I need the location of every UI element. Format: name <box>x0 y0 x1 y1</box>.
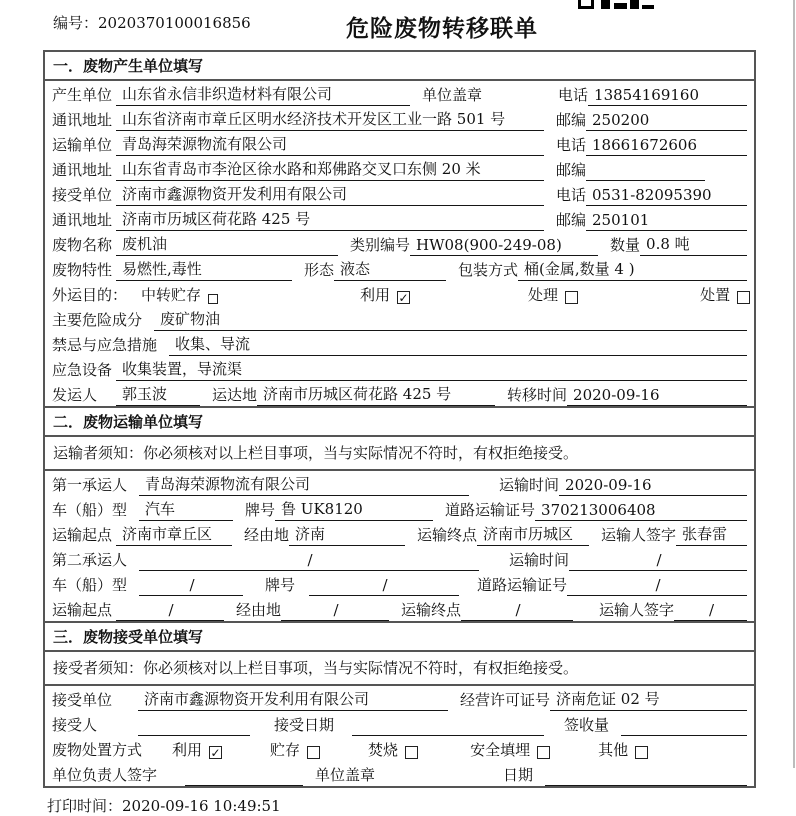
option-label: 利用 <box>172 741 203 759</box>
trait-value: 易燃性,毒性 <box>116 258 292 281</box>
row-waste-name <box>45 231 754 256</box>
print-time-label: 打印时间： <box>47 797 123 815</box>
producer-value: 山东省永信非织造材料有限公司 <box>116 83 410 106</box>
equipment-value: 收集装置，导流渠 <box>116 358 747 381</box>
section2-notice: 运输者须知：你必须核对以上栏目事项，当与实际情况不符时，有权拒绝接受。 <box>45 437 754 471</box>
doc-number-label: 编号： <box>53 14 99 32</box>
via-label: 经由地 <box>244 526 290 544</box>
transfer-time-label: 转移时间 <box>507 386 568 404</box>
road-permit-label: 道路运输证号 <box>445 501 536 519</box>
vehicle-label: 车（船）型 <box>52 576 128 594</box>
phone-label: 电话 <box>558 86 589 104</box>
carrier1-via-value: 济南 <box>289 523 405 546</box>
row-disposal <box>45 736 754 761</box>
license-value: 济南危证 02 号 <box>550 688 747 711</box>
checkbox-icon <box>537 746 550 759</box>
row-transporter <box>45 131 754 156</box>
carrier1-end-value: 济南市历城区 <box>477 523 589 546</box>
receiver-value: 济南市鑫源物资开发利用有限公司 <box>116 183 544 206</box>
producer-zip-value: 250200 <box>586 111 747 131</box>
option-label: 利用 <box>360 286 391 304</box>
row-hazard <box>45 306 754 331</box>
zip-label: 邮编 <box>556 111 587 129</box>
waste-name-label: 废物名称 <box>52 236 113 254</box>
address-label: 通讯地址 <box>52 211 113 229</box>
doc-number-value: 2020370100016856 <box>98 14 251 32</box>
accept-date-label: 接受日期 <box>274 716 335 734</box>
acceptor-label: 接受人 <box>52 716 98 734</box>
destination-value: 济南市历城区荷花路 425 号 <box>257 383 495 406</box>
zip-label: 邮编 <box>556 161 587 179</box>
carrier2-plate-value: / <box>309 576 459 596</box>
transporter-address-value: 山东省青岛市李沧区徐水路和郑佛路交叉口东侧 20 米 <box>116 158 544 181</box>
accept-unit-label: 接受单位 <box>52 691 113 709</box>
carrier1-value: 青岛海荣源物流有限公司 <box>139 473 469 496</box>
option-label: 处理 <box>528 286 559 304</box>
page-right-edge-line <box>793 0 795 768</box>
carrier1-label: 第一承运人 <box>52 476 128 494</box>
purpose-option-utilize <box>360 284 410 306</box>
row-purpose <box>45 281 754 306</box>
print-time-value: 2020-09-16 10:49:51 <box>122 797 281 815</box>
carrier1-time-value: 2020-09-16 <box>559 476 747 496</box>
row-carrier2-vehicle <box>45 571 754 596</box>
checkbox-checked-icon: ✓ <box>398 290 409 305</box>
taboo-label: 禁忌与应急措施 <box>52 336 158 354</box>
carrier2-end-value: / <box>461 601 573 621</box>
producer-label: 产生单位 <box>52 86 113 104</box>
row-receiver-address <box>45 206 754 231</box>
sender-label: 发运人 <box>52 386 98 404</box>
row-carrier1-vehicle <box>45 496 754 521</box>
carrier2-road-permit-value: / <box>567 576 747 596</box>
disposal-option-other <box>598 739 648 761</box>
phone-label: 电话 <box>556 186 587 204</box>
checkbox-icon <box>405 746 418 759</box>
row-carrier2-route <box>45 596 754 621</box>
accept-date-value <box>352 718 544 736</box>
address-label: 通讯地址 <box>52 161 113 179</box>
transporter-value: 青岛海荣源物流有限公司 <box>116 133 544 156</box>
carrier1-plate-value: 鲁 UK8120 <box>275 498 433 521</box>
license-label: 经营许可证号 <box>460 691 551 709</box>
page-title: 危险废物转移联单 <box>346 15 538 42</box>
option-label: 处置 <box>700 286 731 304</box>
received-qty-value <box>621 718 747 736</box>
row-acceptor <box>45 711 754 736</box>
row-head-sign <box>45 761 754 786</box>
option-label: 中转贮存 <box>141 286 202 304</box>
transporter-label: 运输单位 <box>52 136 113 154</box>
form-value: 液态 <box>334 258 446 281</box>
row-waste-trait <box>45 256 754 281</box>
transport-time-label: 运输时间 <box>509 551 570 569</box>
disposal-option-utilize <box>172 739 222 761</box>
quantity-value: 0.8 吨 <box>640 233 747 256</box>
purpose-option-dispose <box>700 284 750 306</box>
checkbox-icon <box>635 746 648 759</box>
waste-name-value: 废机油 <box>116 233 338 256</box>
plate-label: 牌号 <box>265 576 296 594</box>
receiver-label: 接受单位 <box>52 186 113 204</box>
option-label: 贮存 <box>270 741 301 759</box>
trait-label: 废物特性 <box>52 261 113 279</box>
checkbox-icon <box>737 291 750 304</box>
phone-label: 电话 <box>556 136 587 154</box>
carrier1-sign-value: 张春雷 <box>676 523 747 546</box>
producer-address-value: 山东省济南市章丘区明水经济技术开发区工业一路 501 号 <box>116 108 544 131</box>
manifest-form-table <box>43 50 756 788</box>
row-accept-unit <box>45 686 754 711</box>
purpose-label: 外运目的： <box>52 286 128 304</box>
row-equipment <box>45 356 754 381</box>
transporter-zip-value <box>586 163 705 181</box>
carrier2-vehicle-value: / <box>139 576 243 596</box>
checkbox-icon <box>208 294 218 304</box>
disposal-option-storage <box>270 739 320 761</box>
transporter-phone-value: 18661672606 <box>586 136 747 156</box>
section3-heading: 三．废物接受单位填写 <box>45 621 754 652</box>
purpose-option-transfer-storage <box>141 284 218 306</box>
transfer-time-value: 2020-09-16 <box>567 386 747 406</box>
road-permit-label: 道路运输证号 <box>477 576 568 594</box>
sign-label: 运输人签字 <box>599 601 675 619</box>
head-sign-label: 单位负责人签字 <box>52 766 158 784</box>
destination-label: 运达地 <box>212 386 258 404</box>
disposal-option-incinerate <box>368 739 418 761</box>
carrier2-origin-value: / <box>116 601 224 621</box>
date-value <box>545 768 747 786</box>
carrier1-vehicle-value: 汽车 <box>139 498 233 521</box>
carrier2-value: / <box>139 551 479 571</box>
origin-label: 运输起点 <box>52 601 113 619</box>
sender-value: 郭玉波 <box>116 383 200 406</box>
row-producer-address <box>45 106 754 131</box>
section2-heading: 二．废物运输单位填写 <box>45 406 754 437</box>
quantity-label: 数量 <box>610 236 641 254</box>
receiver-phone-value: 0531-82095390 <box>586 186 747 206</box>
hazard-value: 废矿物油 <box>154 308 747 331</box>
plate-label: 牌号 <box>245 501 276 519</box>
packing-label: 包装方式 <box>458 261 519 279</box>
sign-label: 运输人签字 <box>601 526 677 544</box>
category-label: 类别编号 <box>350 236 411 254</box>
end-label: 运输终点 <box>417 526 478 544</box>
carrier2-time-value: / <box>569 551 747 571</box>
received-qty-label: 签收量 <box>564 716 610 734</box>
date-label: 日期 <box>503 766 534 784</box>
checkbox-checked-icon: ✓ <box>210 745 221 760</box>
packing-value: 桶(金属,数量 4 ) <box>518 258 747 281</box>
seal-label: 单位盖章 <box>422 86 483 104</box>
checkbox-icon <box>307 746 320 759</box>
option-label: 其他 <box>598 741 629 759</box>
seal-label: 单位盖章 <box>315 766 376 784</box>
disposal-option-landfill <box>470 739 550 761</box>
row-receiver <box>45 181 754 206</box>
transport-time-label: 运输时间 <box>499 476 560 494</box>
section3-notice: 接受者须知：你必须核对以上栏目事项，当与实际情况不符时，有权拒绝接受。 <box>45 652 754 686</box>
carrier1-road-permit-value: 370213006408 <box>535 501 747 521</box>
row-carrier1 <box>45 471 754 496</box>
print-time <box>47 795 796 816</box>
carrier2-via-value: / <box>281 601 389 621</box>
producer-phone-value: 13854169160 <box>588 86 747 106</box>
purpose-option-treat <box>528 284 578 306</box>
row-carrier2 <box>45 546 754 571</box>
carrier2-label: 第二承运人 <box>52 551 128 569</box>
vehicle-label: 车（船）型 <box>52 501 128 519</box>
receiver-address-value: 济南市历城区荷花路 425 号 <box>116 208 544 231</box>
origin-label: 运输起点 <box>52 526 113 544</box>
row-taboo <box>45 331 754 356</box>
equipment-label: 应急设备 <box>52 361 113 379</box>
taboo-value: 收集、导流 <box>169 333 747 356</box>
end-label: 运输终点 <box>401 601 462 619</box>
section1-heading: 一．废物产生单位填写 <box>45 52 754 81</box>
row-sender <box>45 381 754 406</box>
category-value: HW08(900-249-08) <box>410 236 598 256</box>
head-sign-value <box>185 768 303 786</box>
acceptor-value <box>138 718 250 736</box>
zip-label: 邮编 <box>556 211 587 229</box>
hazard-label: 主要危险成分 <box>52 311 143 329</box>
row-producer <box>45 81 754 106</box>
row-carrier1-route <box>45 521 754 546</box>
document-header <box>0 0 796 50</box>
carrier2-sign-value: / <box>674 601 747 621</box>
accept-unit-value: 济南市鑫源物资开发利用有限公司 <box>138 688 448 711</box>
receiver-zip-value: 250101 <box>586 211 747 231</box>
option-label: 焚烧 <box>368 741 399 759</box>
disposal-label: 废物处置方式 <box>52 741 143 759</box>
form-label: 形态 <box>304 261 335 279</box>
row-transporter-address <box>45 156 754 181</box>
address-label: 通讯地址 <box>52 111 113 129</box>
option-label: 安全填埋 <box>470 741 531 759</box>
carrier1-origin-value: 济南市章丘区 <box>116 523 232 546</box>
checkbox-icon <box>565 291 578 304</box>
via-label: 经由地 <box>236 601 282 619</box>
